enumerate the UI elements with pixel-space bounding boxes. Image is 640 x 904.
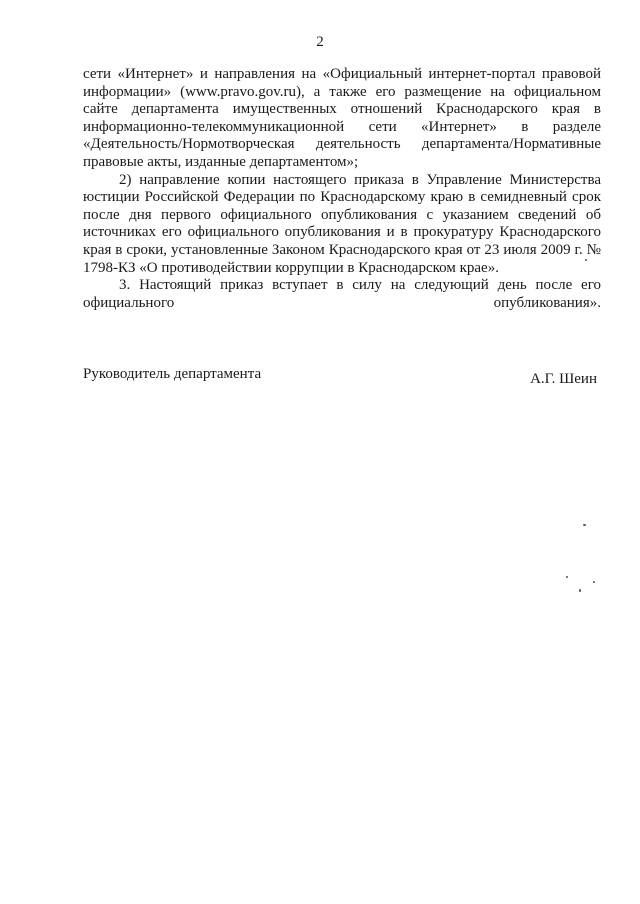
paragraph-item-3: 3. Настоящий приказ вступает в силу на следующий день после его официального опубликования». — [83, 277, 601, 311]
page-number: 2 — [316, 34, 324, 50]
scan-speck — [566, 576, 568, 578]
scan-speck — [593, 581, 595, 583]
document-body — [83, 66, 601, 312]
paragraph-continuation: сети «Интернет» и направления на «Официальный интернет-портал правовой информации» (www.pravo.gov.ru), а также его размещение на официальном сайте департамента имущественных отношений Краснодарского края в информационно-телекоммуникационной сети «Интернет» в разделе «Деятельность/Нормотворческая деятельность департамента/Нормативные правовые акты, изданные департаментом»; — [83, 66, 601, 170]
scan-speck — [583, 524, 586, 526]
scan-speck — [579, 589, 581, 592]
scan-speck — [585, 259, 587, 261]
paragraph-item-2: 2) направление копии настоящего приказа в Управление Министерства юстиции Российской Федерации по Краснодарскому краю в семидневный срок после дня первого официального опубликования с указанием сведений об источниках его официального опубликования и в прокуратуру Краснодарского края в сроки, установленные Законом Краснодарского края от 23 июля 2009 г. № 1798-КЗ «О противодействии коррупции в Краснодарском крае». — [83, 171, 601, 276]
signature-block — [83, 366, 597, 388]
signer-position: Руководитель департамента — [83, 366, 262, 382]
signer-name: А.Г. Шеин — [530, 371, 597, 387]
